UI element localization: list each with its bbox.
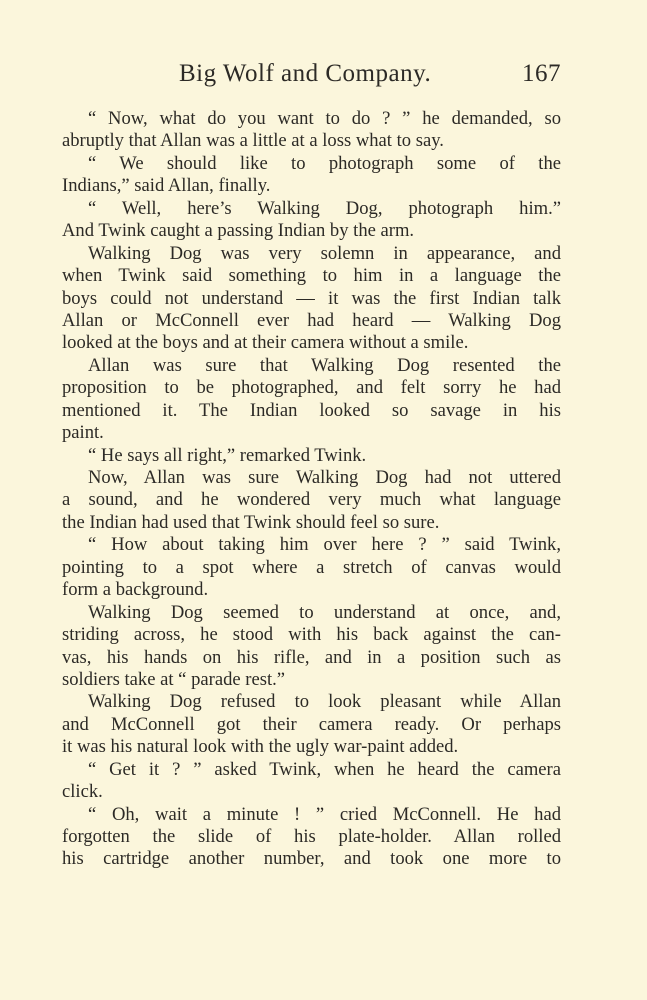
text-line: Indians,” said Allan, finally. xyxy=(62,175,271,197)
text-line: and McConnell got their camera ready. Or perhaps xyxy=(62,713,561,735)
running-title: Big Wolf and Company. xyxy=(179,60,432,87)
text-line: “ Get it ? ” asked Twink, when he heard the camera xyxy=(88,758,561,780)
text-line: a sound, and he wondered very much what language xyxy=(62,489,561,511)
text-line: paint. xyxy=(62,422,104,444)
page-number: 167 xyxy=(522,60,561,87)
body-text xyxy=(62,108,561,871)
text-line: And Twink caught a passing Indian by the arm. xyxy=(62,220,415,242)
text-line: Walking Dog was very solemn in appearance, and xyxy=(88,242,561,264)
text-line: “ Oh, wait a minute ! ” cried McConnell. He had xyxy=(88,803,561,825)
text-line: Allan was sure that Walking Dog resented the xyxy=(88,354,561,376)
text-line: Walking Dog seemed to understand at once, and, xyxy=(88,601,561,623)
text-line: forgotten the slide of his plate-holder. Allan rolled xyxy=(62,826,561,847)
text-line: “ Now, what do you want to do ? ” he demanded, so xyxy=(88,108,561,129)
text-line: pointing to a spot where a stretch of canvas would xyxy=(62,556,561,578)
text-line: “ Well, here’s Walking Dog, photograph him.” xyxy=(88,197,561,219)
text-line: it was his natural look with the ugly war-paint added. xyxy=(62,736,459,758)
text-line: proposition to be photographed, and felt sorry he had xyxy=(62,377,561,399)
text-line: mentioned it. The Indian looked so savage in his xyxy=(62,399,561,421)
text-line: looked at the boys and at their camera without a smile. xyxy=(62,332,469,354)
running-header xyxy=(62,60,561,96)
text-line: boys could not understand — it was the first Indian talk xyxy=(62,287,561,309)
text-line: “ He says all right,” remarked Twink. xyxy=(88,444,367,466)
text-line: the Indian had used that Twink should feel so sure. xyxy=(62,511,440,533)
text-line: soldiers take at “ parade rest.” xyxy=(62,668,286,690)
text-line: vas, his hands on his rifle, and in a position such as xyxy=(62,646,561,668)
text-line: “ How about taking him over here ? ” said Twink, xyxy=(88,534,561,556)
text-line: “ We should like to photograph some of the xyxy=(88,152,561,174)
text-line: Now, Allan was sure Walking Dog had not uttered xyxy=(88,467,561,488)
text-line: Allan or McConnell ever had heard — Walking Dog xyxy=(62,309,561,331)
text-line: Walking Dog refused to look pleasant while Allan xyxy=(88,691,561,713)
text-line: his cartridge another number, and took one more to xyxy=(62,848,561,870)
text-line: form a background. xyxy=(62,579,209,601)
text-line: abruptly that Allan was a little at a loss what to say. xyxy=(62,130,444,152)
text-line: striding across, he stood with his back against the can- xyxy=(62,624,561,646)
text-line: click. xyxy=(62,781,103,803)
text-line: when Twink said something to him in a language the xyxy=(62,265,561,287)
